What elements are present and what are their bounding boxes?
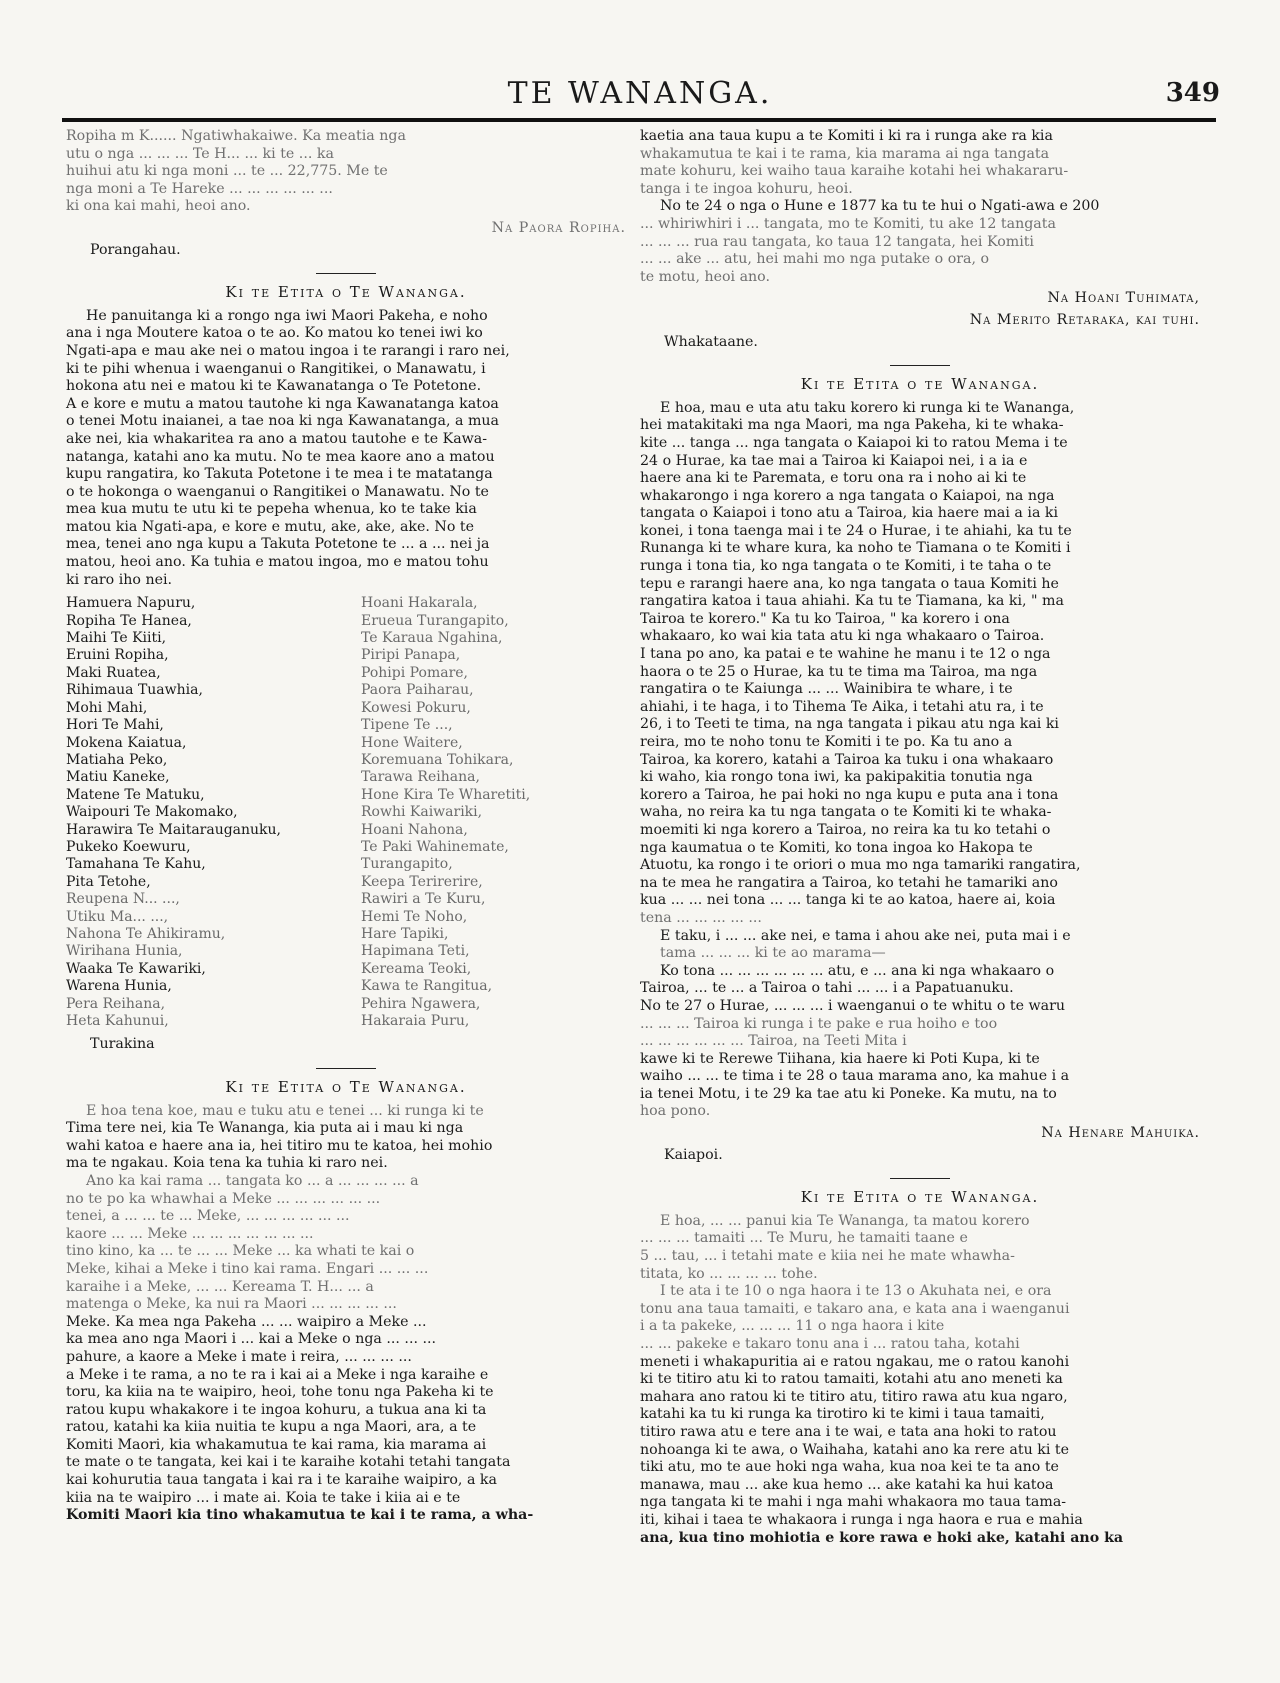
signatory-name: Mohi Mahi,: [66, 699, 148, 716]
text-line: i a ta pakeke, ... ... ... 11 o nga haora i kite: [640, 1318, 945, 1335]
text-line: manawa, mau ... ake kua hemo ... ake katahi ka hui katoa: [640, 1476, 1054, 1493]
text-line: kupu rangatira, ko Takuta Potetone i te mea i te matatanga: [66, 466, 493, 483]
signatory-name: Koremuana Tohikara,: [361, 751, 514, 768]
text-line: ... ... ake ... atu, hei mahi mo nga putake o ora, o: [640, 251, 990, 268]
text-line: Ano ka kai rama ... tangata ko ... a ... ... ... ... a: [86, 1172, 419, 1189]
signatory-name: Erueua Turangapito,: [361, 612, 509, 629]
signatory-name: Paora Paiharau,: [361, 682, 474, 699]
letter-heading: Ki te Etita o Te Wananga.: [225, 1078, 467, 1096]
signatory-name: Ropiha Te Hanea,: [66, 612, 192, 629]
page-number: 349: [1165, 78, 1220, 108]
text-line: Komiti Maori, kia whakamutua te kai rama, kia marama ai: [66, 1436, 487, 1453]
signatory-name: Waipouri Te Makomako,: [66, 804, 238, 821]
text-line: rangatira o te Kaiunga ... ... Wainibira te whare, i te: [640, 681, 1013, 698]
text-line: ... ... ... Tairoa ki runga i te pake e rua hoiho e too: [640, 1015, 998, 1032]
separator: [316, 1068, 376, 1069]
signatory-name: Hamuera Napuru,: [66, 595, 196, 612]
text-line: o tenei Motu inaianei, a tae noa ki nga Kawanatanga, a mua: [66, 413, 500, 430]
text-line: titiro rawa atu e tere ana i te wai, e tata ana hoki to ratou: [640, 1423, 1057, 1440]
text-line: mea, tenei ano nga kupu a Takuta Potetone te ... a ... nei ja: [66, 536, 490, 553]
separator: [316, 273, 376, 274]
place-name: Turakina: [90, 1036, 155, 1053]
text-line: runga i tona tia, ko nga tangata o te Komiti, i te taha o te: [640, 558, 1052, 575]
signature: Na Merito Retaraka, kai tuhi.: [969, 311, 1200, 328]
text-line: kite ... tanga ... nga tangata o Kaiapoi ki to ratou Mema i te: [640, 434, 1068, 451]
signatory-name: Matiaha Peko,: [66, 751, 168, 768]
letter-heading: Ki te Etita o te Wananga.: [800, 1188, 1040, 1207]
text-line: Meke, kihai a Meke i tino kai rama. Engari ... ... ...: [66, 1260, 429, 1277]
text-line: ia tenei Motu, i te 29 ka tae atu ki Poneke. Ka mutu, na to: [640, 1085, 1057, 1102]
text-line: tino kino, ka ... te ... ... Meke ... ka whati te kai o: [66, 1243, 415, 1260]
signatory-name: Tipene Te ...,: [361, 717, 453, 734]
text-line: ... ... ... ... ... ... Tairoa, na Teeti Mita i: [640, 1033, 907, 1050]
text-line: ... ... ... rua rau tangata, ko taua 12 tangata, hei Komiti: [640, 233, 1034, 250]
text-line: I tana po ano, ka patai e te wahine he manu i te 12 o nga: [640, 646, 1051, 663]
signatory-name: Pita Tetohe,: [66, 873, 151, 890]
text-line: haora o te 25 o Hurae, ka tu te tima ma Tairoa, ma nga: [640, 663, 1038, 680]
letter-tairoa: [640, 376, 1200, 1164]
place-name: Kaiapoi.: [664, 1146, 723, 1163]
text-line: iti, kihai i taea te whakaora i runga i nga haora e rua e mahia: [640, 1511, 1083, 1528]
signatory-name: Rowhi Kaiwariki,: [361, 804, 483, 821]
right-column: [640, 128, 1200, 1547]
separator: [890, 1178, 950, 1179]
place-name: Porangahau.: [90, 241, 181, 258]
text-line: ... ... pakeke e takaro tonu ana i ... ratou taha, kotahi: [640, 1336, 1020, 1352]
text-line: hoa pono.: [640, 1103, 711, 1120]
signatory-name: Pera Reihana,: [66, 995, 166, 1012]
text-line: ana i nga Moutere katoa o te ao. Ko matou ko tenei iwi ko: [66, 325, 483, 342]
text-line: nga kaumatua o te Komiti, ko tona ingoa ko Hakopa te: [640, 839, 1033, 856]
signatory-name: Hakaraia Puru,: [361, 1013, 470, 1029]
text-line: na te mea he rangatira a Tairoa, ko tetahi he tamariki ano: [640, 874, 1058, 891]
text-line: ka mea ano nga Maori i ... kai a Meke o nga ... ... ...: [66, 1331, 437, 1348]
signatory-name: Hone Waitere,: [361, 734, 463, 751]
signatory-name: Rihimaua Tuawhia,: [66, 682, 203, 699]
text-line: toru, ka kiia na te waipiro, heoi, tohe tonu nga Pakeha ki te: [66, 1384, 494, 1401]
signatory-name: Maihi Te Kiiti,: [66, 630, 167, 647]
signatory-name: Hoani Hakarala,: [361, 595, 478, 612]
signatory-name: Kawa te Rangitua,: [361, 978, 493, 995]
text-line: a Meke i te rama, a no te ra i kai ai a Meke i nga karaihe e: [66, 1366, 489, 1383]
text-line: ki raro iho nei.: [66, 571, 173, 588]
signature: Na Henare Mahuika.: [1041, 1125, 1200, 1142]
text-line: Tima tere nei, kia Te Wananga, kia puta ai i mau ki nga: [66, 1120, 464, 1137]
text-line: whakaaro, ko wai kia tata atu ki nga whakaaro o Tairoa.: [640, 628, 1045, 645]
text-line: nga tangata ki te mahi i nga mahi whakaora mo taua tama-: [640, 1494, 1067, 1511]
signatory-name: Hapimana Teti,: [361, 943, 470, 960]
text-line: moemiti ki nga korero a Tairoa, no reira ka tu ko tetahi o: [640, 821, 1051, 838]
letter-drowning: [640, 1189, 1200, 1547]
signatory-name: Rawiri a Te Kuru,: [361, 891, 486, 908]
text-line: ana, kua tino mohiotia e kore rawa e hoki ake, katahi ano ka: [640, 1529, 1124, 1546]
text-line: natanga, katahi ano ka mutu. No te mea kaore ano a matou: [66, 448, 495, 465]
text-line: katahi ka tu ki runga ka tirotiro ki te kimi i taua tamaiti,: [640, 1406, 1045, 1423]
text-line: hokona atu nei e matou ki te Kawanatanga o Te Potetone.: [66, 378, 482, 395]
text-line: tenei, a ... ... te ... Meke, ... ... ... ... ... ...: [66, 1208, 350, 1225]
signatory-name: Matene Te Matuku,: [66, 786, 205, 803]
signatory-name: Hare Tapiki,: [361, 925, 449, 942]
text-line: He panuitanga ki a rongo nga iwi Maori Pakeha, e noho: [86, 307, 488, 324]
text-line: kawe ki te Rerewe Tiihana, kia haere ki Poti Kupa, ki te: [640, 1050, 1040, 1067]
text-line: A e kore e mutu a matou tautohe ki nga Kawanatanga katoa: [66, 395, 499, 412]
text-line: kaetia ana taua kupu a te Komiti i ki ra i runga ake ra kia: [640, 128, 1053, 144]
text-line: ahiahi, i te haga, i to Tihema Te Aika, i tetahi atu ra, i te: [640, 698, 1044, 715]
text-line: Ngati-apa e mau ake nei o matou ingoa i te rarangi i raro nei,: [66, 342, 510, 359]
text-line: te mate o te tangata, kei kai i te karaihe kotahi tetahi tangata: [66, 1454, 511, 1471]
text-line: ... whiriwhiri i ... tangata, mo te Komiti, tu ake 12 tangata: [640, 215, 1056, 232]
text-line: E hoa, mau e uta atu taku korero ki runga ki te Wananga,: [660, 399, 1075, 416]
text-line: Atuotu, ka rongo i te oriori o mua mo nga tamariki rangatira,: [640, 857, 1081, 874]
text-line: waiho ... ... te tima i te 28 o taua marama ano, ka mahue i a: [640, 1068, 1070, 1085]
signatory-name: Hone Kira Te Wharetiti,: [361, 786, 531, 803]
signatory-name: Pohipi Pomare,: [361, 664, 468, 681]
text-line: Ropiha m K...... Ngatiwhakaiwe. Ka meatia nga: [66, 128, 406, 144]
text-line: Tairoa, ... te ... a Tairoa o tahi ... ... i a Papatuanuku.: [640, 980, 1014, 997]
text-line: reira, mo te noho tonu te Komiti i te po. Ka tu ano a: [640, 734, 1013, 750]
separator: [890, 365, 950, 366]
text-line: ma te ngakau. Koia tena ka tuhia ki raro nei.: [66, 1155, 388, 1172]
text-line: wahi katoa e haere ana ia, hei titiro mu te katoa, hei mohio: [66, 1137, 493, 1154]
text-line: E hoa tena koe, mau e tuku atu e tenei ... ki runga ki te: [86, 1102, 484, 1119]
text-line: 5 ... tau, ... i tetahi mate e kiia nei he mate whawha-: [640, 1248, 1015, 1265]
signatory-name: Pukeko Koewuru,: [66, 838, 191, 855]
signatory-name: Wirihana Hunia,: [66, 943, 183, 960]
text-line: te motu, heoi ano.: [640, 268, 770, 285]
text-line: pahure, a kaore a Meke i mate i reira, ... ... ... ...: [66, 1348, 412, 1365]
text-line: nga moni a Te Hareke ... ... ... ... ... ...: [66, 180, 333, 197]
text-line: tangata o Kaiapoi i tono atu a Tairoa, kia haere mai a ia ki: [640, 505, 1059, 522]
text-line: tanga i te ingoa kohuru, heoi.: [640, 180, 853, 197]
text-line: E taku, i ... ... ake nei, e tama i ahou ake nei, puta mai i e: [660, 927, 1071, 944]
text-line: matou, heoi ano. Ka tuhia e matou ingoa, mo e matou tohu: [66, 554, 489, 571]
signature: Na Paora Ropiha.: [491, 219, 626, 236]
signatory-name: Eruini Ropiha,: [66, 647, 169, 664]
letter-ngati-apa: [66, 284, 626, 1054]
text-line: nohoanga ki te awa, o Waihaha, katahi ano ka rere atu ki te: [640, 1441, 1069, 1458]
text-line: o te hokonga o waenganui o Rangitikei o Manawatu. No te: [66, 483, 489, 500]
text-line: 24 o Hurae, ka tae mai a Tairoa ki Kaiapoi nei, i a ia e: [640, 452, 1028, 469]
signatory-name: Waaka Te Kawariki,: [66, 960, 206, 977]
text-line: mate kohuru, kei waiho taua karaihe kotahi hei whakararu-: [640, 163, 1069, 180]
signatory-names: [66, 595, 626, 1030]
header-rule: [62, 118, 1216, 122]
letter-heading: Ki te Etita o Te Wananga.: [225, 283, 467, 302]
text-line: meneti i whakapuritia ai e ratou ngakau, me o ratou kanohi: [640, 1353, 1070, 1370]
signatory-name: Tamahana Te Kahu,: [66, 856, 206, 873]
signatory-name: Maki Ruatea,: [66, 664, 161, 681]
text-line: tama ... ... ... ki te ao marama—: [660, 945, 886, 962]
text-line: titata, ko ... ... ... ... tohe.: [640, 1265, 818, 1282]
signatory-name: Heta Kahunui,: [66, 1013, 169, 1029]
newspaper-title: TE WANANGA.: [507, 76, 773, 111]
text-line: ki waho, kia rongo tona iwi, ka pakipakitia tonutia nga: [640, 769, 1033, 786]
signatory-name: Nahona Te Ahikiramu,: [66, 925, 226, 942]
text-line: Runanga ki te whare kura, ka noho te Tiamana o te Komiti i: [640, 540, 1071, 557]
text-line: tena ... ... ... ... ...: [640, 909, 762, 926]
signature: Na Hoani Tuhimata,: [1047, 290, 1200, 307]
right-intro: [640, 128, 1200, 351]
text-line: kiia na te waipiro ... i mate ai. Koia te take i kiia ai e te: [66, 1489, 461, 1506]
text-line: korero a Tairoa, he pai hoki no nga kupu e puta ana i tona: [640, 786, 1059, 803]
signatory-name: Te Paki Wahinemate,: [361, 838, 509, 855]
text-line: ki te titiro atu ki to ratou tamaiti, kotahi atu ano meneti ka: [640, 1371, 1063, 1388]
text-line: konei, i tona taenga mai i te 24 o Hurae, i te ahiahi, ka tu te: [640, 522, 1072, 539]
text-line: matou kia Ngati-apa, e kore e mutu, ake, ake, ake. No te: [66, 518, 474, 535]
text-line: whakamutua te kai i te rama, kia marama ai nga tangata: [640, 145, 1050, 162]
left-intro: [66, 128, 626, 259]
text-line: no te po ka whawhai a Meke ... ... ... ... ... ...: [66, 1190, 381, 1207]
text-line: tepu e rarangi haere ana, ko nga tangata o taua Komiti he: [640, 575, 1059, 592]
text-line: kaore ... ... Meke ... ... ... ... ... ... ...: [66, 1225, 314, 1242]
text-line: No te 27 o Hurae, ... ... ... i waenganui o te whitu o te waru: [640, 997, 1066, 1014]
text-line: kai kohurutia taua tangata i kai ra i te karaihe waipiro, a ka: [66, 1472, 497, 1489]
text-line: haere ana ki te Paremata, e toru ona ra i noho ai ki te: [640, 470, 1027, 487]
text-line: kua ... ... nei tona ... ... tanga ki te ao katoa, haere ai, koia: [640, 892, 1056, 909]
text-line: 26, i to Teeti te tima, na nga tangata i pikau atu nga kai ki: [640, 716, 1059, 733]
signatory-name: Kowesi Pokuru,: [361, 699, 471, 716]
text-line: Komiti Maori kia tino whakamutua te kai i te rama, a wha-: [66, 1507, 534, 1524]
text-line: karaihe i a Meke, ... ... Kereama T. H... ... a: [66, 1278, 374, 1295]
text-line: ... ... ... tamaiti ... Te Muru, he tamaiti taane e: [640, 1230, 968, 1247]
signatory-name: Te Karaua Ngahina,: [361, 630, 503, 647]
signatory-name: Hoani Nahona,: [361, 821, 468, 838]
signatory-name: Tarawa Reihana,: [361, 769, 480, 786]
names-column-2: [361, 595, 626, 1030]
text-line: Tairoa, ka korero, katahi a Tairoa ka tuku i ona whakaaro: [640, 751, 1054, 768]
signatory-name: Utiku Ma... ...,: [66, 908, 169, 925]
text-line: Tairoa te korero." Ka tu ko Tairoa, " ka korero i ona: [640, 610, 1010, 627]
signatory-name: Kereama Teoki,: [361, 960, 472, 977]
text-line: ratou kupu whakakore i te ingoa kohuru, a tukua ana ki ta: [66, 1401, 487, 1418]
text-line: mea kua mutu te utu ki te pepeha whenua, ko te take kia: [66, 501, 477, 518]
letter-meke: [66, 1079, 626, 1525]
text-line: huihui atu ki nga moni ... te ... 22,775. Me te: [66, 163, 388, 180]
text-line: whakarongo i nga korero a nga tangata o Kaiapoi, na nga: [640, 487, 1055, 504]
signatory-name: Harawira Te Maitarauganuku,: [66, 821, 282, 838]
text-line: No te 24 o nga o Hune e 1877 ka tu te hui o Ngati-awa e 200: [660, 198, 1100, 215]
signatory-name: Pehira Ngawera,: [361, 995, 481, 1012]
text-line: mahara ano ratou ki te titiro atu, titiro rawa atu kua ngaro,: [640, 1388, 1068, 1405]
signatory-name: Reupena N... ...,: [66, 891, 180, 908]
signatory-name: Turangapito,: [361, 856, 453, 873]
text-line: utu o nga ... ... ... Te H... ... ki te ... ka: [66, 145, 334, 162]
signatory-name: Warena Hunia,: [66, 978, 172, 995]
text-line: waha, no reira ka tu nga tangata o te Komiti ki te whaka-: [640, 804, 1052, 821]
text-line: E hoa, ... ... panui kia Te Wananga, ta matou korero: [660, 1212, 1030, 1229]
left-column: [66, 128, 626, 1525]
signatory-name: Keepa Terirerire,: [361, 873, 483, 890]
text-line: tonu ana taua tamaiti, e takaro ana, e kata ana i waenganui: [640, 1300, 1070, 1317]
masthead: [60, 76, 1220, 112]
text-line: Meke. Ka mea nga Pakeha ... ... waipiro a Meke ...: [66, 1313, 427, 1330]
text-line: ki te pihi whenua i waenganui o Rangitikei, o Manawatu, i: [66, 360, 486, 377]
text-line: rangatira katoa i taua ahiahi. Ka tu te Tiamana, ka ki, " ma: [640, 593, 1064, 610]
text-line: I te ata i te 10 o nga haora i te 13 o Akuhata nei, e ora: [660, 1283, 1052, 1300]
text-line: matenga o Meke, ka nui ra Maori ... ... ... ... ...: [66, 1296, 397, 1313]
signatory-name: Matiu Kaneke,: [66, 769, 170, 786]
names-column-1: [66, 595, 331, 1030]
signatory-name: Hemi Te Noho,: [361, 908, 468, 925]
signatory-name: Piripi Panapa,: [361, 647, 461, 664]
text-line: ratou, katahi ka kiia nuitia te kupu a nga Maori, ara, a te: [66, 1419, 477, 1436]
text-line: hei matakitaki ma nga Maori, ma nga Pakeha, ki te whaka-: [640, 417, 1064, 434]
signatory-name: Hori Te Mahi,: [66, 717, 164, 734]
text-line: ake nei, kia whakaritea ra ano a matou tautohe e te Kawa-: [66, 430, 488, 447]
place-name: Whakataane.: [664, 333, 758, 350]
letter-heading: Ki te Etita o te Wananga.: [800, 375, 1040, 394]
signatory-name: Mokena Kaiatua,: [66, 734, 187, 751]
text-line: Ko tona ... ... ... ... ... ... atu, e ... ana ki nga whakaaro o: [660, 962, 1055, 979]
text-line: ki ona kai mahi, heoi ano.: [66, 198, 251, 215]
text-line: tiki atu, mo te aue hoki nga waha, kua noa kei te ta ano te: [640, 1459, 1059, 1476]
